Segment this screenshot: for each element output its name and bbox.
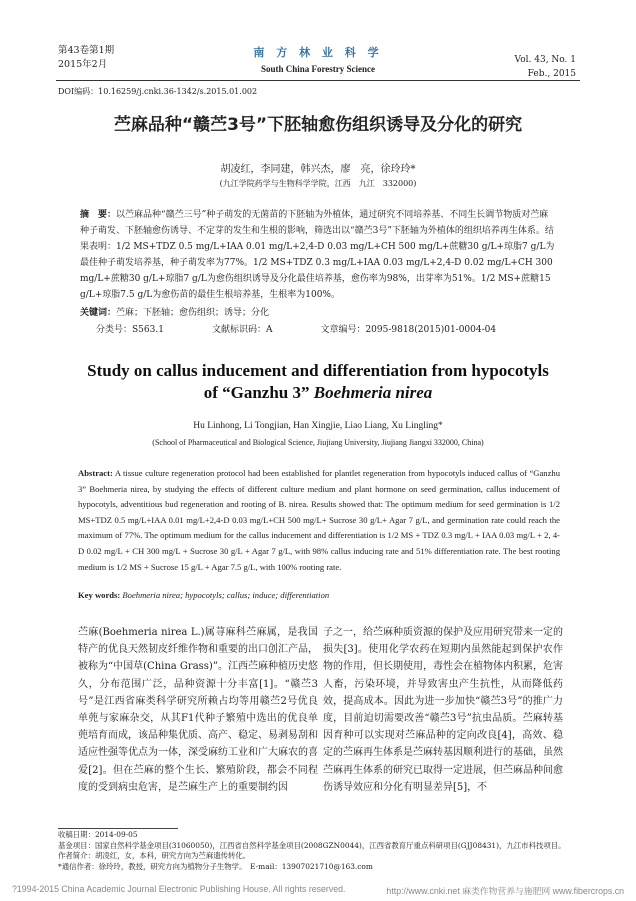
issue-info-en	[515, 53, 576, 81]
keywords-cn-text: 苎麻；下胚轴；愈伤组织；诱导；分化	[116, 308, 270, 318]
page-footer	[12, 884, 624, 897]
keywords-cn-label: 关键词：	[80, 308, 117, 318]
keywords-en	[78, 590, 560, 600]
title-en-line2	[0, 382, 636, 404]
abstract-en-label: Abstract:	[78, 468, 113, 478]
authors-en: Hu Linhong, Li Tongjian, Han Xingjie, Liao Liang, Xu Lingling*	[193, 421, 443, 431]
clc-number: 分类号：S563.1	[96, 325, 164, 335]
footnote-author-bio: 作者简介：胡凌红，女，本科，研究方向为苎麻遗传转化。	[58, 851, 251, 861]
document-code: 文献标识码：A	[211, 325, 273, 335]
volume-issue: 第43卷第1期	[58, 45, 115, 56]
keywords-en-text: Boehmeria nirea; hypocotyls; callus; induce; differentiation	[122, 590, 330, 600]
footnotes	[58, 830, 578, 872]
title-en-species: Boehmeria nirea	[313, 383, 433, 402]
keywords-cn	[80, 305, 556, 318]
journal-name-cn: 南 方 林 业 科 学	[253, 46, 383, 59]
abstract-en	[78, 466, 560, 575]
abstract-cn	[80, 207, 556, 303]
article-number: 文章编号：2095-9818(2015)01-0004-04	[320, 325, 497, 335]
footnote-rule	[58, 828, 178, 829]
volume-issue-en: Vol. 43, No. 1	[514, 55, 576, 65]
authors-cn: 胡凌红，李同建，韩兴杰，廖 亮，徐玲玲*	[220, 164, 416, 175]
header-rule	[56, 80, 580, 81]
footnote-correspondence: *通信作者：徐玲玲，教授，研究方向为植物分子生物学。 E-mail：13907021710@163.com	[58, 861, 373, 871]
keywords-en-label: Key words:	[78, 590, 121, 600]
website-link[interactable]: http://www.cnki.net 麻类作物营养与施肥网 www.fibercrops.cn	[386, 886, 624, 896]
title-en-line1: Study on callus inducement and differentiation from hypocotyls	[87, 361, 549, 380]
abstract-en-text: A tissue culture regeneration protocol had been established for plantlet regeneration from hypocotyls induced callus of “Ganzhu 3” Boehmeria nirea, by studying the effects of different culture medium and plant hormone on seed germination, callus inducement of hypocotyls, adventitious bud regeneration and rooting of B. nirea. Results showed that: The optimum medium for seed germination is 1/2 MS+TDZ 0.5 mg/L+IAA 0.01 mg/L+2,4-D 0.03 mg/L+CH 500 mg/L+ Sucrose 30 g/L+ Agar 7 g/L, and germination rate could reach the maximum of 77%. The optimum medium for the callus inducement and differentiation is 1/2 MS + TDZ 0.3 mg/L + IAA 0.03 mg/L + 2, 4-D 0.02 mg/L + CH 300 mg/L + Sucrose 30 g/L + Agar 7 g/L, with 98% callus inducing rate and 51% differentiation rate. The best rooting medium is 1/2 MS + Sucrose 15 g/L + Agar 7.5 g/L, with 100% rooting rate.	[78, 468, 560, 572]
journal-name-en: South China Forestry Science	[260, 64, 376, 74]
affiliation-en: (School of Pharmaceutical and Biological Science, Jiujiang University, Jiujiang Jiangxi 332000, China)	[152, 438, 484, 447]
issue-date: 2015年2月	[58, 59, 108, 70]
body-column-right: 子之一，给苎麻种质资源的保护及应用研究带来一定的损失[3]。使用化学农药在短期内虽然能起到保护农作物的作用，但长期使用，毒性会在植物体内积累，危害人畜，污染环境，并导致害虫产生抗性，从而降低药效，提高成本。因此为进一步加快“赣苎3号”的推广力度，目前迫切需要改善“赣苎3号”抗虫品质。苎麻转基因育种可以实现对苎麻品种的定向改良[4]，高效、稳定的苎麻再生体系是苎麻转基因顺利进行的基础，虽然苎麻再生体系的研究已取得一定进展，但苎麻品种间愈伤诱导效应和分化有明显差异[5]，不	[323, 627, 563, 793]
title-en	[0, 360, 636, 404]
doi: DOI编码：10.16259/j.cnki.36-1342/s.2015.01.002	[58, 87, 258, 96]
title-en-line2-text: of “Ganzhu 3”	[203, 383, 314, 402]
abstract-cn-text: 以苎麻品种“赣苎三号”种子萌发的无菌苗的下胚轴为外植体，通过研究不同培养基、不同生长调节物质对苎麻种子萌发、下胚轴愈伤诱导、不定芽的发生和生根的影响，筛选出以“赣苎3号”下胚轴为外植体的组织培养再生体系。结果表明：1/2 MS+TDZ 0.5 mg/L+IAA 0.01 mg/L+2,4-D 0.03 mg/L+CH 500 mg/L+蔗糖30 g/L+琼脂7 g/L为最佳种子萌发培养基，种子萌发率为77%。1/2 MS+TDZ 0.3 mg/L+IAA 0.03 mg/L+2,4-D 0.02 mg/L+CH 300 mg/L+蔗糖30 g/L+琼脂7 g/L为愈伤组织诱导及分化最佳培养基，愈伤率为98%，出芽率为51%。1/2 MS+蔗糖15 g/L+琼脂7.5 g/L为愈伤苗的最佳生根培养基，生根率为100%。	[80, 210, 555, 300]
classification-row	[96, 322, 496, 335]
footnote-funding: 基金项目：国家自然科学基金项目(31060050)，江西省自然科学基金项目(2008GZN0044)，江西省教育厅重点科研项目(GJJ08431)，九江市科技项目。	[58, 840, 566, 850]
footnote-received: 收稿日期：2014-09-05	[58, 830, 138, 839]
issue-date-en: Feb., 2015	[527, 69, 576, 79]
title-cn: 苎麻品种“赣苎3号”下胚轴愈伤组织诱导及分化的研究	[113, 115, 523, 135]
body-column-left: 苎麻(Boehmeria nirea L.)属荨麻科苎麻属，是我国特产的优良天然韧皮纤维作物和重要的出口创汇产品，被称为“中国草(China Grass)”。江西苎麻种植历史悠久，分布范围广泛，品种资源十分丰富[1]。“赣苎3号”是江西省麻类科学研究所赖占均等用赣苎2号优良单蔸与家麻杂交，从其F1代种子繁殖中选出的优良单蔸培育而成，该品种集优质、高产、稳定、易剥易刮和适应性强等优点为一体，深受麻纺工业和广大麻农的喜爱[2]。但在苎麻的整个生长、繁殖阶段，都会不同程度的受到病虫危害，是苎麻生产上的重要制约因	[78, 627, 318, 793]
copyright-notice: ?1994-2015 China Academic Journal Electronic Publishing House. All rights reserved.	[12, 884, 346, 894]
affiliation-cn: (九江学院药学与生物科学学院，江西 九江 332000)	[219, 179, 417, 188]
abstract-cn-label: 摘 要：	[80, 210, 117, 220]
